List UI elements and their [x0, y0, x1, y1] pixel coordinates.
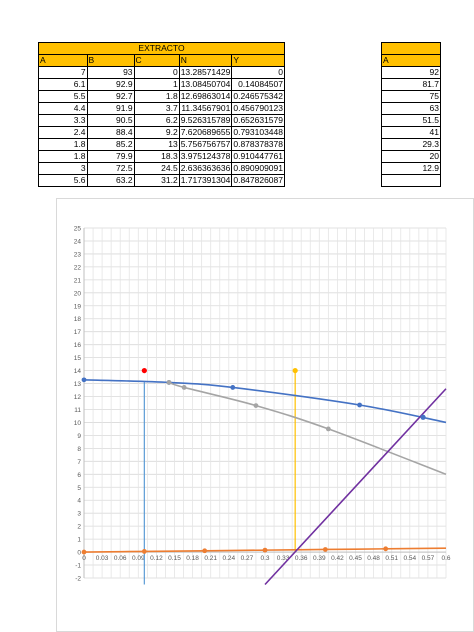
side-table-row [382, 163, 441, 175]
table-cell: 92.9 [87, 79, 134, 91]
table-cell: 79.9 [87, 151, 134, 163]
series-point [230, 385, 235, 390]
table-row [39, 127, 285, 139]
table-cell: 1 [134, 79, 179, 91]
side-table-row [382, 139, 441, 151]
table-row [39, 163, 285, 175]
table-cell: 5.756756757 [180, 139, 231, 149]
y-tick-label: 10 [73, 419, 81, 427]
side-table-row [382, 151, 441, 163]
chart [56, 198, 474, 632]
table-cell: 11.34567901 [179, 103, 232, 115]
table-row [39, 151, 285, 163]
table-cell: 9.526315789 [180, 115, 231, 125]
side-title [382, 43, 441, 55]
table-cell: 6.2 [134, 115, 179, 127]
x-tick-label: 0.57 [421, 555, 435, 563]
table-cell: 0.14084507 [232, 79, 285, 91]
x-tick-label: 0.21 [204, 555, 218, 563]
side-title-row [382, 43, 441, 55]
side-table-row [382, 175, 441, 187]
table-row [39, 115, 285, 127]
side-table-cell: 92 [382, 67, 441, 79]
y-tick-label: 0 [77, 549, 81, 557]
x-tick-label: 0.6 [441, 555, 451, 563]
y-tick-label: 7 [77, 458, 81, 466]
table-cell: 1.8 [39, 151, 88, 163]
x-tick-label: 0 [82, 555, 86, 563]
side-table-row [382, 91, 441, 103]
table-cell: 91.9 [87, 103, 134, 115]
y-tick-label: 17 [73, 329, 81, 337]
y-tick-label: 23 [73, 251, 81, 259]
series-point [182, 385, 187, 390]
table-cell: 0 [232, 67, 285, 79]
table-row [39, 139, 285, 151]
y-tick-label: 19 [73, 303, 81, 311]
table-cell: 0.878378378 [233, 139, 283, 149]
y-tick-label: 24 [73, 238, 81, 246]
table-cell: 0.890909091 [233, 163, 283, 173]
x-tick-label: 0.45 [349, 555, 362, 563]
marker-point [293, 368, 298, 373]
table-cell: 2.636363636 [180, 163, 231, 173]
side-table-row [382, 127, 441, 139]
table-cell: 1.8 [39, 139, 88, 151]
series-point [323, 547, 328, 552]
side-table-cell: 20 [382, 151, 441, 163]
y-tick-label: 13 [73, 381, 81, 389]
header-c: C [134, 55, 179, 67]
x-tick-label: 0.33 [276, 555, 290, 563]
extracto-table [38, 42, 285, 187]
series-point [254, 403, 259, 408]
table-cell: 3.3 [39, 115, 88, 127]
table-row [39, 79, 285, 91]
y-tick-label: 20 [73, 290, 81, 298]
table-cell: 3 [39, 163, 88, 175]
side-header-a: A [382, 55, 441, 67]
table-row [39, 67, 285, 79]
side-table-cell: 12.9 [382, 163, 441, 175]
y-tick-label: -1 [75, 562, 81, 570]
side-table-row [382, 79, 441, 91]
side-table-cell: 63 [382, 103, 441, 115]
y-tick-label: 25 [73, 225, 81, 233]
table-cell: 9.2 [134, 127, 179, 139]
table-cell: 85.2 [87, 139, 134, 151]
table-title: EXTRACTO [39, 43, 285, 55]
y-tick-label: 18 [73, 316, 81, 324]
table-header-row [39, 55, 285, 67]
y-tick-label: 9 [77, 432, 81, 440]
table-cell: 92.7 [87, 91, 134, 103]
x-tick-label: 0.39 [312, 555, 326, 563]
side-table-row [382, 103, 441, 115]
side-table-cell: 75 [382, 91, 441, 103]
table-cell: 0.847826087 [233, 175, 283, 185]
y-tick-label: 16 [73, 342, 81, 350]
series-point [82, 550, 87, 555]
table-cell: 13 [134, 139, 179, 151]
marker-point [142, 368, 147, 373]
table-cell: 1.8 [134, 91, 179, 103]
table-cell: 31.2 [134, 175, 179, 187]
x-tick-label: 0.03 [95, 555, 109, 563]
x-tick-label: 0.09 [131, 555, 145, 563]
table-cell: 2.4 [39, 127, 88, 139]
x-tick-label: 0.3 [260, 555, 270, 563]
table-cell: 3.7 [134, 103, 179, 115]
side-table-cell: 81.7 [382, 79, 441, 91]
y-tick-label: -2 [75, 575, 81, 583]
table-cell: 0.910447761 [233, 151, 283, 161]
table-cell: 13.08450704 [180, 79, 231, 89]
table-cell: 90.5 [87, 115, 134, 127]
side-table-cell [382, 175, 441, 187]
y-tick-label: 11 [74, 406, 81, 414]
x-tick-label: 0.12 [150, 555, 163, 563]
y-tick-label: 22 [73, 264, 81, 272]
marker-point [420, 415, 425, 420]
series-point [167, 380, 172, 385]
header-a: A [39, 55, 88, 67]
table-cell: 5.6 [39, 175, 88, 187]
table-cell: 4.4 [39, 103, 88, 115]
table-cell: 72.5 [87, 163, 134, 175]
table-cell: 93 [87, 67, 134, 79]
y-tick-label: 8 [77, 445, 81, 453]
table-row [39, 91, 285, 103]
header-y: Y [232, 55, 285, 67]
series-point [326, 427, 331, 432]
side-table-row [382, 115, 441, 127]
table-cell: 3.975124378 [180, 151, 231, 161]
table-cell: 63.2 [87, 175, 134, 187]
series-point [142, 549, 147, 554]
y-tick-label: 5 [77, 484, 81, 492]
side-table [381, 42, 441, 187]
x-tick-label: 0.24 [222, 555, 236, 563]
table-cell: 6.1 [39, 79, 88, 91]
side-table-body [382, 67, 441, 187]
series-point [357, 403, 362, 408]
side-header-row [382, 55, 441, 67]
table-cell: 1.717391304 [180, 175, 231, 185]
y-tick-label: 14 [73, 368, 81, 376]
table-cell: 0.456790123 [233, 103, 283, 113]
table-cell: 0.652631579 [233, 115, 283, 125]
y-tick-label: 6 [77, 471, 81, 479]
y-tick-label: 2 [77, 523, 81, 531]
y-tick-label: 15 [73, 355, 81, 363]
table-cell: 7.620689655 [180, 127, 231, 137]
header-n: N [179, 55, 232, 67]
side-table-row [382, 67, 441, 79]
x-tick-label: 0.42 [331, 555, 344, 563]
x-tick-label: 0.51 [385, 555, 399, 563]
side-table-cell: 41 [382, 127, 441, 139]
table-cell: 7 [39, 67, 88, 79]
y-tick-label: 4 [77, 497, 81, 505]
table-cell: 0.246575342 [233, 91, 283, 101]
series-point [263, 548, 268, 553]
x-tick-label: 0.27 [240, 555, 254, 563]
table-row [39, 175, 285, 187]
table-body [39, 67, 285, 187]
x-tick-label: 0.15 [168, 555, 181, 563]
table-cell: 5.5 [39, 91, 88, 103]
series-point [202, 548, 207, 553]
side-table-cell: 29.3 [382, 139, 441, 151]
x-tick-label: 0.54 [403, 555, 417, 563]
y-tick-label: 1 [77, 536, 81, 544]
table-row [39, 103, 285, 115]
table-cell: 24.5 [134, 163, 179, 175]
table-cell: 88.4 [87, 127, 134, 139]
side-table-cell: 51.5 [382, 115, 441, 127]
table-cell: 0.793103448 [233, 127, 283, 137]
table-title-row [39, 43, 285, 55]
y-tick-label: 21 [73, 277, 81, 285]
table-cell: 18.3 [134, 151, 179, 163]
table-cell: 13.28571429 [180, 67, 231, 77]
y-tick-label: 12 [73, 394, 81, 402]
y-tick-label: 3 [77, 510, 81, 518]
table-cell: 12.69863014 [180, 91, 231, 101]
table-cell: 0 [134, 67, 179, 79]
x-tick-label: 0.18 [186, 555, 199, 563]
x-tick-label: 0.48 [367, 555, 380, 563]
header-b: B [87, 55, 134, 67]
x-tick-label: 0.06 [113, 555, 127, 563]
x-tick-label: 0.36 [294, 555, 308, 563]
series-point [82, 377, 87, 382]
series-point [383, 546, 388, 551]
